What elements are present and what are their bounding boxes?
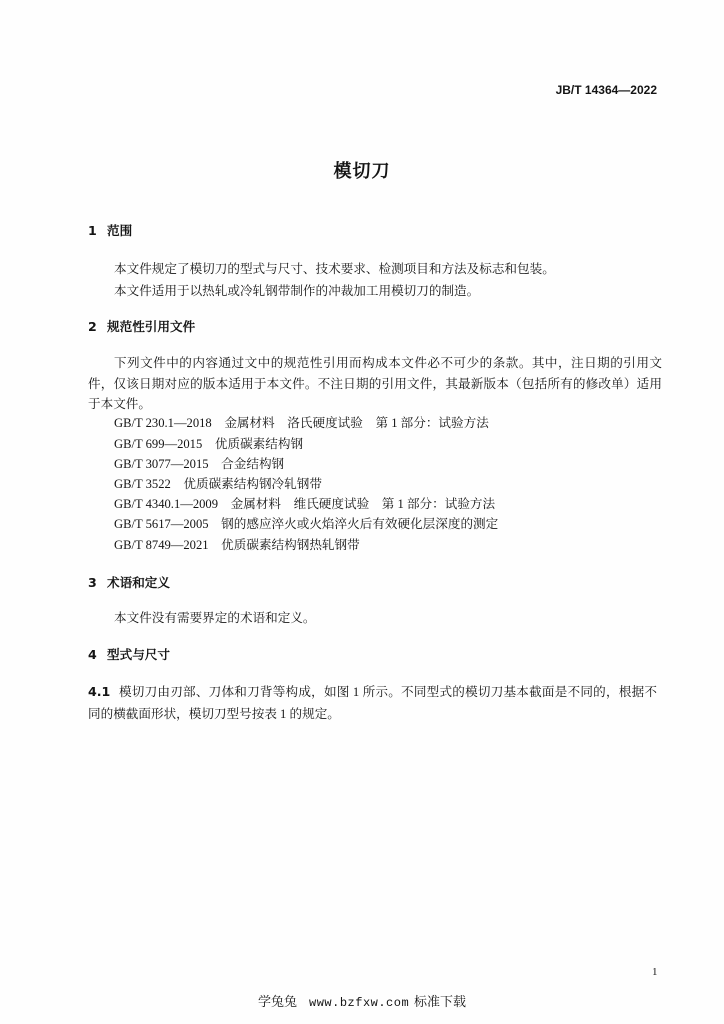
section-number: 1 (88, 223, 97, 238)
reference-title: 钢的感应淬火或火焰淬火后有效硬化层深度的测定 (221, 517, 499, 531)
section-number: 3 (88, 575, 97, 590)
section-heading-4 (88, 647, 170, 663)
footer-url[interactable]: www.bzfxw.com (309, 996, 410, 1010)
section-number: 4 (88, 647, 97, 662)
section-title: 术语和定义 (107, 575, 170, 590)
reference-code: GB/T 3077—2015 (114, 457, 209, 471)
footer (0, 993, 724, 1012)
clause-number: 4.1 (88, 684, 111, 699)
section-heading-3 (88, 575, 170, 591)
reference-title: 优质碳素结构钢冷轧钢带 (183, 477, 322, 491)
reference-item (114, 476, 322, 492)
reference-code: GB/T 8749—2021 (114, 538, 209, 552)
clause-line: 同的横截面形状，模切刀型号按表 1 的规定。 (88, 707, 340, 721)
standard-code: JB/T 14364—2022 (555, 83, 657, 97)
clause-line: 模切刀由刃部、刀体和刀背等构成，如图 1 所示。不同型式的模切刀基本截面是不同的，根据不 (119, 685, 657, 699)
reference-item (114, 436, 303, 452)
reference-item (114, 496, 495, 512)
paragraph: 本文件规定了模切刀的型式与尺寸、技术要求、检测项目和方法及标志和包装。 (114, 262, 555, 276)
section-title: 规范性引用文件 (107, 319, 196, 334)
reference-code: GB/T 4340.1—2009 (114, 497, 219, 511)
reference-item (114, 456, 284, 472)
section-title: 型式与尺寸 (107, 647, 170, 662)
section-title: 范围 (107, 223, 133, 238)
paragraph-line: 下列文件中的内容通过文中的规范性引用而构成本文件必不可少的条款。其中，注日期的引用文 (114, 356, 662, 370)
footer-label: 标准下载 (413, 994, 466, 1009)
reference-code: GB/T 5617—2005 (114, 517, 209, 531)
reference-title: 金属材料 维氏硬度试验 第 1 部分：试验方法 (230, 497, 496, 511)
section-number: 2 (88, 319, 97, 334)
reference-code: GB/T 230.1—2018 (114, 416, 212, 430)
paragraph-line: 件，仅该日期对应的版本适用于本文件。不注日期的引用文件，其最新版本（包括所有的修改单）适用 (88, 377, 662, 391)
reference-title: 优质碳素结构钢热轧钢带 (221, 538, 360, 552)
section-heading-1 (88, 223, 132, 239)
paragraph-line: 于本文件。 (88, 397, 151, 411)
reference-item (114, 516, 498, 532)
reference-item (114, 537, 360, 553)
reference-item (114, 415, 489, 431)
document-title: 模切刀 (333, 161, 391, 182)
section-heading-2 (88, 319, 195, 335)
page-number: 1 (652, 966, 658, 978)
reference-title: 优质碳素结构钢 (214, 437, 304, 451)
reference-title: 金属材料 洛氏硬度试验 第 1 部分：试验方法 (224, 416, 489, 430)
reference-code: GB/T 699—2015 (114, 437, 203, 451)
reference-code: GB/T 3522 (114, 477, 171, 491)
reference-title: 合金结构钢 (221, 457, 285, 471)
footer-site-name: 学兔兔 (258, 994, 298, 1009)
paragraph: 本文件没有需要界定的术语和定义。 (114, 611, 316, 625)
paragraph: 本文件适用于以热轧或冷轧钢带制作的冲裁加工用模切刀的制造。 (114, 284, 480, 298)
